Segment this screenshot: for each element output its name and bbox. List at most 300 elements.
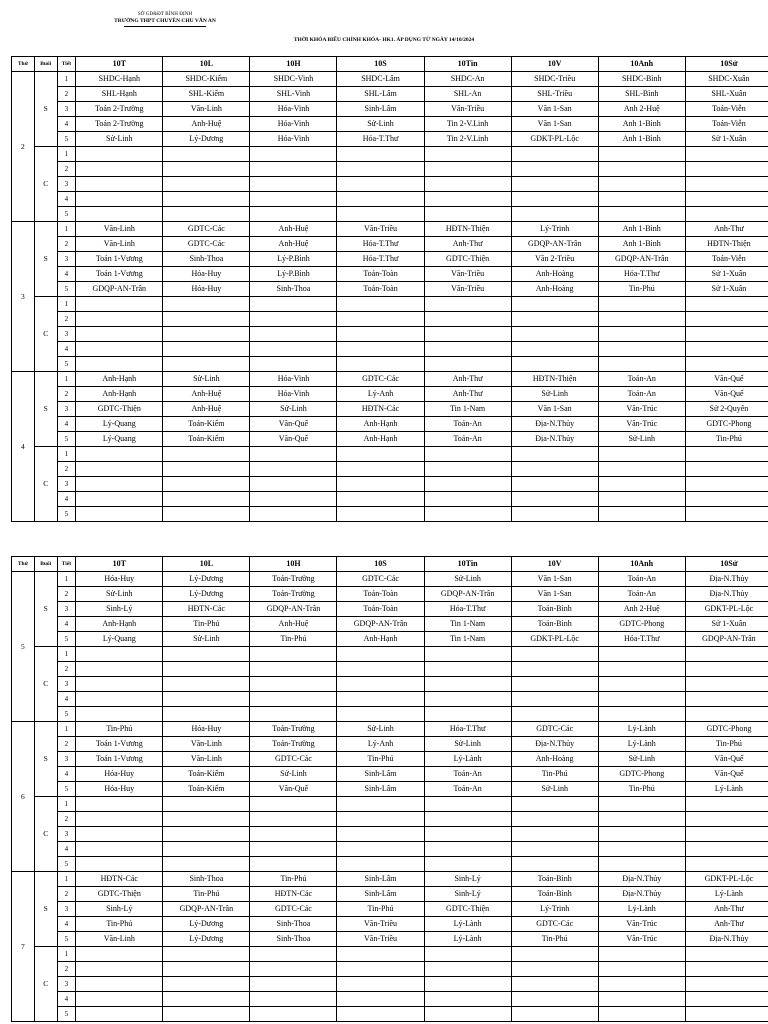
lesson-cell: [424, 1007, 511, 1022]
lesson-cell: Sinh-Thoa: [250, 282, 337, 297]
lesson-cell: Hóa-Huy: [163, 267, 250, 282]
table-row: [12, 632, 768, 647]
lesson-cell: [337, 342, 424, 357]
period-cell: 1: [57, 297, 76, 312]
lesson-cell: [685, 342, 768, 357]
lesson-cell: [76, 812, 163, 827]
lesson-cell: Hóa-T.Thư: [598, 267, 685, 282]
lesson-cell: GDTC-Các: [511, 917, 598, 932]
lesson-cell: [424, 797, 511, 812]
lesson-cell: Anh-Thư: [424, 372, 511, 387]
lesson-cell: Toán-Viễn: [685, 117, 768, 132]
period-cell: 3: [57, 327, 76, 342]
lesson-cell: [76, 147, 163, 162]
lesson-cell: [685, 797, 768, 812]
lesson-cell: [337, 812, 424, 827]
lesson-cell: [76, 207, 163, 222]
period-cell: 5: [57, 707, 76, 722]
lesson-cell: Sinh-Lâm: [337, 767, 424, 782]
period-cell: 5: [57, 432, 76, 447]
department-name: SỞ GD&ĐT BÌNH ĐỊNH: [137, 12, 193, 17]
lesson-cell: [511, 857, 598, 872]
lesson-cell: [511, 447, 598, 462]
lesson-cell: SHL-Kiểm: [163, 87, 250, 102]
lesson-cell: Anh-Hạnh: [337, 417, 424, 432]
lesson-cell: [250, 342, 337, 357]
lesson-cell: Toán-Toàn: [337, 267, 424, 282]
lesson-cell: [250, 327, 337, 342]
period-cell: 4: [57, 342, 76, 357]
lesson-cell: [250, 692, 337, 707]
lesson-cell: Toán-Bình: [511, 617, 598, 632]
lesson-cell: Địa-N.Thủy: [511, 737, 598, 752]
lesson-cell: Văn-Triều: [337, 917, 424, 932]
table-row: [12, 207, 768, 222]
lesson-cell: [337, 662, 424, 677]
period-cell: 2: [57, 737, 76, 752]
class-column-header: 10T: [76, 557, 163, 572]
lesson-cell: [511, 177, 598, 192]
lesson-cell: [337, 177, 424, 192]
lesson-cell: [424, 842, 511, 857]
lesson-cell: [163, 507, 250, 522]
lesson-cell: Toán-Trường: [250, 587, 337, 602]
lesson-cell: [250, 797, 337, 812]
lesson-cell: Toán-An: [424, 782, 511, 797]
lesson-cell: Lý-Quang: [76, 632, 163, 647]
lesson-cell: [685, 662, 768, 677]
lesson-cell: [76, 677, 163, 692]
lesson-cell: Anh-Hoàng: [511, 282, 598, 297]
lesson-cell: Sinh-Lý: [76, 902, 163, 917]
lesson-cell: GDTC-Phong: [598, 617, 685, 632]
lesson-cell: Văn-Quế: [250, 432, 337, 447]
lesson-cell: [337, 962, 424, 977]
lesson-cell: Văn-Quế: [250, 417, 337, 432]
table-row: [12, 447, 768, 462]
lesson-cell: [424, 477, 511, 492]
lesson-cell: GDTC-Các: [337, 372, 424, 387]
lesson-cell: Văn 1-San: [511, 402, 598, 417]
period-cell: 4: [57, 192, 76, 207]
lesson-cell: [163, 297, 250, 312]
lesson-cell: [250, 207, 337, 222]
lesson-cell: Lý-Lành: [685, 887, 768, 902]
lesson-cell: Toán-Viễn: [685, 102, 768, 117]
lesson-cell: Địa-N.Thủy: [685, 572, 768, 587]
lesson-cell: [511, 797, 598, 812]
lesson-cell: [598, 207, 685, 222]
table-row: [12, 797, 768, 812]
lesson-cell: Lý-Quang: [76, 432, 163, 447]
lesson-cell: [598, 692, 685, 707]
session-cell: C: [34, 947, 57, 1022]
lesson-cell: [685, 147, 768, 162]
session-cell: C: [34, 647, 57, 722]
lesson-cell: [598, 647, 685, 662]
lesson-cell: [511, 462, 598, 477]
lesson-cell: [424, 827, 511, 842]
lesson-cell: [76, 342, 163, 357]
lesson-cell: GDTC-Thiện: [424, 252, 511, 267]
period-cell: 2: [57, 87, 76, 102]
day-cell: 7: [12, 872, 35, 1022]
lesson-cell: Anh-Hoàng: [511, 752, 598, 767]
lesson-cell: Sử-Linh: [337, 117, 424, 132]
period-cell: 4: [57, 992, 76, 1007]
period-cell: 1: [57, 222, 76, 237]
lesson-cell: [163, 662, 250, 677]
session-cell: C: [34, 797, 57, 872]
lesson-cell: Tin 1-Nam: [424, 632, 511, 647]
lesson-cell: Sử-Linh: [424, 737, 511, 752]
lesson-cell: [511, 477, 598, 492]
lesson-cell: [76, 192, 163, 207]
lesson-cell: [511, 342, 598, 357]
lesson-cell: Địa-N.Thủy: [511, 432, 598, 447]
lesson-cell: [337, 857, 424, 872]
lesson-cell: [163, 962, 250, 977]
lesson-cell: [424, 462, 511, 477]
lesson-cell: Lý-Lành: [598, 722, 685, 737]
lesson-cell: [511, 977, 598, 992]
lesson-cell: [685, 492, 768, 507]
lesson-cell: GDQP-AN-Trân: [76, 282, 163, 297]
lesson-cell: GDQP-AN-Trân: [598, 252, 685, 267]
lesson-cell: Tin-Phú: [76, 722, 163, 737]
lesson-cell: Hóa-Huy: [76, 782, 163, 797]
period-cell: 5: [57, 132, 76, 147]
lesson-cell: [511, 992, 598, 1007]
lesson-cell: [598, 192, 685, 207]
lesson-cell: Sử 1-Xuân: [685, 617, 768, 632]
period-cell: 4: [57, 617, 76, 632]
lesson-cell: Anh 1-Bình: [598, 237, 685, 252]
lesson-cell: Lý-Lành: [424, 917, 511, 932]
lesson-cell: [685, 647, 768, 662]
table-row: [12, 917, 768, 932]
lesson-cell: [76, 507, 163, 522]
lesson-cell: Toán-Toàn: [337, 587, 424, 602]
period-cell: 1: [57, 722, 76, 737]
lesson-cell: Sử-Linh: [337, 722, 424, 737]
lesson-cell: Lý-Lành: [424, 932, 511, 947]
period-cell: 4: [57, 767, 76, 782]
lesson-cell: Sinh-Thoa: [250, 932, 337, 947]
period-cell: 4: [57, 917, 76, 932]
lesson-cell: Văn-Linh: [76, 932, 163, 947]
lesson-cell: [424, 297, 511, 312]
lesson-cell: [163, 192, 250, 207]
table-row: [12, 102, 768, 117]
lesson-cell: Toán-An: [598, 387, 685, 402]
period-cell: 5: [57, 932, 76, 947]
period-cell: 5: [57, 1007, 76, 1022]
lesson-cell: [337, 357, 424, 372]
period-cell: 3: [57, 477, 76, 492]
lesson-cell: [685, 462, 768, 477]
table-row: [12, 767, 768, 782]
lesson-cell: [337, 647, 424, 662]
period-cell: 3: [57, 602, 76, 617]
lesson-cell: Văn-Triều: [337, 932, 424, 947]
session-cell: C: [34, 447, 57, 522]
lesson-cell: Lý-Dương: [163, 132, 250, 147]
day-cell: 2: [12, 72, 35, 222]
period-cell: 5: [57, 357, 76, 372]
session-cell: S: [34, 372, 57, 447]
lesson-cell: Toán-Kiểm: [163, 432, 250, 447]
lesson-cell: [163, 677, 250, 692]
table-row: [12, 432, 768, 447]
session-cell: C: [34, 147, 57, 222]
lesson-cell: [511, 492, 598, 507]
lesson-cell: [76, 992, 163, 1007]
lesson-cell: Anh-Huệ: [250, 237, 337, 252]
lesson-cell: [598, 842, 685, 857]
lesson-cell: Lý-Anh: [337, 737, 424, 752]
lesson-cell: [424, 207, 511, 222]
lesson-cell: [598, 812, 685, 827]
lesson-cell: GDQP-AN-Trân: [424, 587, 511, 602]
lesson-cell: Văn-Quế: [685, 372, 768, 387]
period-cell: 2: [57, 387, 76, 402]
lesson-cell: [685, 477, 768, 492]
period-cell: 5: [57, 507, 76, 522]
lesson-cell: Lý-Dương: [163, 917, 250, 932]
lesson-cell: Tin-Phú: [250, 872, 337, 887]
timetable-title: THỜI KHÓA BIỂU CHÍNH KHÓA- HK1. ÁP DỤNG TỪ NGÀY 14/10/2024: [293, 37, 475, 43]
table-row: [12, 842, 768, 857]
lesson-cell: [337, 707, 424, 722]
lesson-cell: Toán 2-Trường: [76, 102, 163, 117]
lesson-cell: Toán-Kiểm: [163, 417, 250, 432]
class-column-header: 10Anh: [598, 57, 685, 72]
lesson-cell: [250, 492, 337, 507]
lesson-cell: [163, 827, 250, 842]
table-row: [12, 947, 768, 962]
lesson-cell: Lý-Anh: [337, 387, 424, 402]
lesson-cell: Anh 2-Huệ: [598, 102, 685, 117]
day-column-header: Thứ: [12, 557, 35, 572]
lesson-cell: [337, 842, 424, 857]
lesson-cell: Toán-Kiểm: [163, 767, 250, 782]
lesson-cell: [685, 162, 768, 177]
lesson-cell: Anh-Huệ: [163, 117, 250, 132]
lesson-cell: [511, 357, 598, 372]
table-header-row: [12, 57, 768, 72]
table-row: [12, 572, 768, 587]
table-row: [12, 647, 768, 662]
lesson-cell: Văn 1-San: [511, 572, 598, 587]
lesson-cell: HĐTN-Thiện: [424, 222, 511, 237]
lesson-cell: [598, 327, 685, 342]
period-cell: 2: [57, 237, 76, 252]
lesson-cell: Hóa-T.Thư: [424, 722, 511, 737]
lesson-cell: [163, 342, 250, 357]
lesson-cell: GDTC-Các: [337, 572, 424, 587]
class-column-header: 10S: [337, 57, 424, 72]
lesson-cell: [598, 962, 685, 977]
table-row: [12, 887, 768, 902]
lesson-cell: [424, 162, 511, 177]
table-row: [12, 872, 768, 887]
lesson-cell: Toán-Trường: [250, 572, 337, 587]
lesson-cell: Tin-Phú: [163, 617, 250, 632]
table-row: [12, 932, 768, 947]
lesson-cell: [76, 327, 163, 342]
lesson-cell: [250, 662, 337, 677]
lesson-cell: Văn-Triều: [424, 102, 511, 117]
table-row: [12, 372, 768, 387]
table-row: [12, 462, 768, 477]
lesson-cell: SHDC-Bình: [598, 72, 685, 87]
class-column-header: 10Anh: [598, 557, 685, 572]
lesson-cell: [163, 857, 250, 872]
class-column-header: 10Sử: [685, 57, 768, 72]
lesson-cell: Sử-Linh: [76, 587, 163, 602]
session-cell: S: [34, 872, 57, 947]
table-row: [12, 752, 768, 767]
lesson-cell: [685, 947, 768, 962]
lesson-cell: [76, 357, 163, 372]
lesson-cell: Sử-Linh: [250, 767, 337, 782]
lesson-cell: Hóa-Huy: [76, 767, 163, 782]
class-column-header: 10T: [76, 57, 163, 72]
table-row: [12, 992, 768, 1007]
lesson-cell: Văn-Trúc: [598, 917, 685, 932]
lesson-cell: [511, 962, 598, 977]
lesson-cell: Văn-Linh: [163, 102, 250, 117]
lesson-cell: [163, 162, 250, 177]
lesson-cell: SHDC-Vinh: [250, 72, 337, 87]
lesson-cell: GDTC-Thiện: [424, 902, 511, 917]
lesson-cell: Hóa-Huy: [163, 282, 250, 297]
lesson-cell: Văn-Triều: [337, 222, 424, 237]
school-name: TRƯỜNG THPT CHUYÊN CHU VĂN AN: [114, 18, 216, 24]
lesson-cell: SHDC-Lâm: [337, 72, 424, 87]
lesson-cell: [250, 462, 337, 477]
lesson-cell: Sử 1-Xuân: [685, 282, 768, 297]
period-cell: 2: [57, 587, 76, 602]
lesson-cell: GDTC-Các: [250, 752, 337, 767]
lesson-cell: [424, 962, 511, 977]
lesson-cell: [76, 177, 163, 192]
lesson-cell: [337, 692, 424, 707]
lesson-cell: SHDC-Xuân: [685, 72, 768, 87]
period-cell: 1: [57, 147, 76, 162]
lesson-cell: [424, 857, 511, 872]
lesson-cell: Anh-Huệ: [163, 402, 250, 417]
lesson-cell: [685, 692, 768, 707]
lesson-cell: [337, 1007, 424, 1022]
table-row: [12, 252, 768, 267]
lesson-cell: GDTC-Phong: [685, 722, 768, 737]
lesson-cell: Toán-Bình: [511, 887, 598, 902]
lesson-cell: Hóa-T.Thư: [337, 132, 424, 147]
table-row: [12, 857, 768, 872]
day-column-header: Thứ: [12, 57, 35, 72]
lesson-cell: Sinh-Lâm: [337, 102, 424, 117]
lesson-cell: [250, 677, 337, 692]
lesson-cell: [250, 477, 337, 492]
period-column-header: Tiết: [57, 57, 76, 72]
lesson-cell: [685, 1007, 768, 1022]
lesson-cell: [511, 297, 598, 312]
period-cell: 2: [57, 887, 76, 902]
lesson-cell: Văn-Quế: [685, 767, 768, 782]
lesson-cell: Văn-Linh: [76, 237, 163, 252]
lesson-cell: Sử-Linh: [424, 572, 511, 587]
lesson-cell: [598, 492, 685, 507]
lesson-cell: SHL-Xuân: [685, 87, 768, 102]
lesson-cell: Tin-Phú: [337, 902, 424, 917]
table-row: [12, 902, 768, 917]
lesson-cell: [424, 492, 511, 507]
table-row: [12, 827, 768, 842]
lesson-cell: Sinh-Lâm: [337, 887, 424, 902]
period-cell: 4: [57, 692, 76, 707]
lesson-cell: Sử-Linh: [76, 132, 163, 147]
lesson-cell: Hóa-Huy: [76, 572, 163, 587]
lesson-cell: Lý-Trinh: [511, 902, 598, 917]
day-cell: 5: [12, 572, 35, 722]
class-column-header: 10V: [511, 557, 598, 572]
lesson-cell: [685, 992, 768, 1007]
table-row: [12, 417, 768, 432]
lesson-cell: [511, 947, 598, 962]
lesson-cell: [511, 327, 598, 342]
lesson-cell: Lý-P.Bình: [250, 267, 337, 282]
period-cell: 3: [57, 677, 76, 692]
lesson-cell: [76, 692, 163, 707]
session-cell: S: [34, 722, 57, 797]
lesson-cell: Toán-An: [598, 372, 685, 387]
lesson-cell: [598, 447, 685, 462]
period-cell: 3: [57, 177, 76, 192]
lesson-cell: Anh-Hoàng: [511, 267, 598, 282]
lesson-cell: [424, 147, 511, 162]
lesson-cell: Tin 2-V.Linh: [424, 132, 511, 147]
lesson-cell: Văn 2-Triều: [511, 252, 598, 267]
period-cell: 3: [57, 902, 76, 917]
lesson-cell: [685, 447, 768, 462]
lesson-cell: [250, 827, 337, 842]
lesson-cell: [424, 342, 511, 357]
lesson-cell: GDKT-PL-Lộc: [685, 872, 768, 887]
lesson-cell: Tin-Phú: [250, 632, 337, 647]
lesson-cell: Hóa-Huy: [163, 722, 250, 737]
lesson-cell: [76, 947, 163, 962]
period-cell: 2: [57, 462, 76, 477]
lesson-cell: [337, 947, 424, 962]
lesson-cell: GDKT-PL-Lộc: [511, 632, 598, 647]
class-column-header: 10Sử: [685, 557, 768, 572]
lesson-cell: [250, 857, 337, 872]
lesson-cell: [163, 462, 250, 477]
lesson-cell: Sinh-Lâm: [337, 872, 424, 887]
lesson-cell: [337, 327, 424, 342]
lesson-cell: GDTC-Các: [163, 222, 250, 237]
lesson-cell: [511, 842, 598, 857]
lesson-cell: Tin-Phú: [598, 782, 685, 797]
period-cell: 1: [57, 372, 76, 387]
lesson-cell: Sử-Linh: [598, 432, 685, 447]
lesson-cell: [76, 297, 163, 312]
lesson-cell: [76, 647, 163, 662]
lesson-cell: Tin-Phú: [598, 282, 685, 297]
table-row: [12, 782, 768, 797]
